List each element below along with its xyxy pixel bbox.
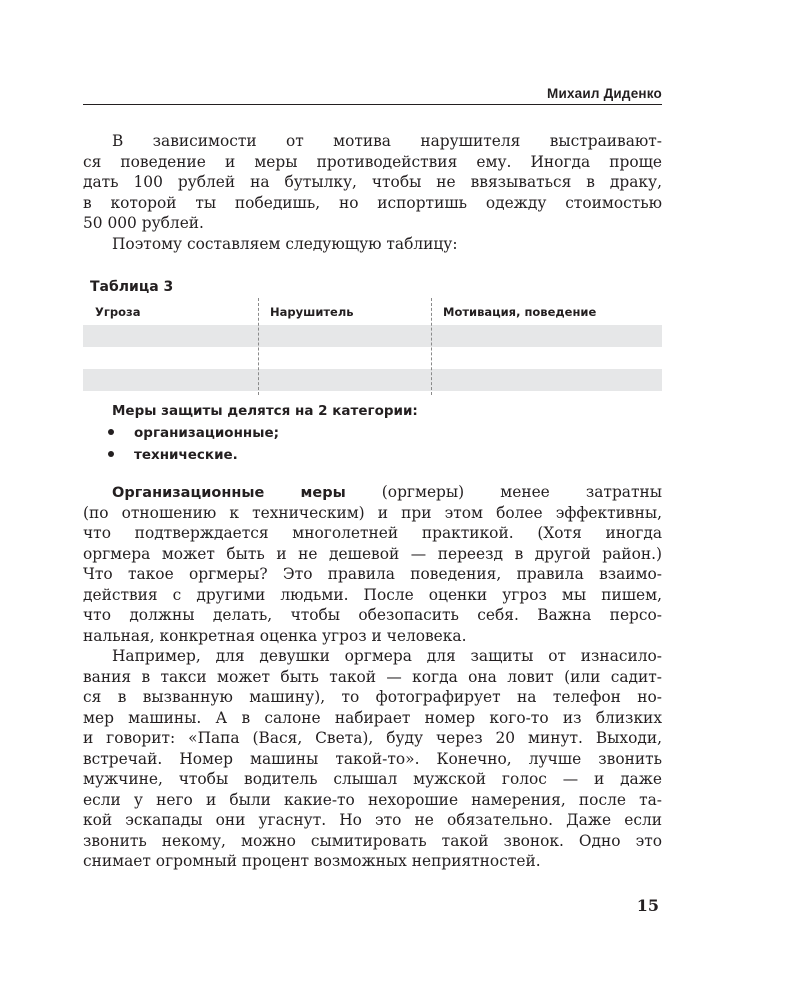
- text-fragment: (оргмеры) менее затратны: [381, 483, 662, 501]
- text-line: Что такое оргмеры? Это правила поведения, правила взаимо-: [83, 565, 662, 583]
- measures-list: [108, 422, 279, 466]
- table-column-divider: [431, 298, 432, 395]
- text-line: ся поведение и меры противодействия ему. Иногда проще: [83, 152, 662, 171]
- table-row: [83, 347, 662, 369]
- table-row: [83, 325, 662, 347]
- table-header-motivation: Мотивация, поведение: [443, 304, 597, 319]
- header-rule: [83, 104, 662, 105]
- table-cell: [431, 347, 662, 369]
- table-cell: [83, 325, 258, 347]
- table-header-intruder: Нарушитель: [270, 304, 354, 319]
- text-line: снимает огромный процент возможных неприятностей.: [83, 852, 541, 870]
- text-line: кой эскапады они угаснут. Но это не обязательно. Даже если: [83, 811, 662, 829]
- text-line: и говорит: «Папа (Вася, Света), буду через 20 минут. Выходи,: [83, 729, 662, 747]
- table-header-row: [83, 298, 662, 325]
- text-line: вания в такси может быть такой — когда она ловит (или садит-: [83, 667, 662, 686]
- text-line: В зависимости от мотива нарушителя выстраивают-: [112, 132, 662, 150]
- table-cell: [258, 369, 431, 391]
- text-line: нальная, конкретная оценка угроз и человека.: [83, 626, 467, 645]
- text-line: в которой ты победишь, но испортишь одежду стоимостью: [83, 193, 662, 212]
- table-row: [83, 369, 662, 391]
- text-line: Поэтому составляем следующую таблицу:: [112, 234, 458, 253]
- bullet-icon: [108, 451, 114, 457]
- text-line: (по отношению к техническим) и при этом более эффективны,: [83, 503, 662, 522]
- text-line: звонить некому, можно сымитировать такой звонок. Одно это: [83, 831, 662, 850]
- threat-table: [83, 298, 662, 391]
- table-cell: [431, 369, 662, 391]
- text-line: 50 000 рублей.: [83, 214, 204, 232]
- table-title: Таблица 3: [90, 279, 174, 295]
- list-item: [108, 422, 279, 444]
- measures-heading: Меры защиты делятся на 2 категории:: [112, 403, 418, 419]
- org-measures-paragraph: [83, 482, 662, 646]
- bullet-icon: [108, 429, 114, 435]
- table-cell: [258, 325, 431, 347]
- bold-term: Организационные меры: [112, 485, 346, 501]
- text-line: оргмера может быть и не дешевой — переезд в другой район.): [83, 544, 662, 563]
- text-line: ся в вызванную машину), то фотографирует на телефон но-: [83, 688, 662, 706]
- table-column-divider: [258, 298, 259, 395]
- table-header-threat: Угроза: [95, 304, 141, 319]
- table-cell: [83, 369, 258, 391]
- table-cell: [83, 347, 258, 369]
- running-header-author: Михаил Диденко: [547, 86, 662, 101]
- table-cell: [258, 347, 431, 369]
- intro-paragraph: [83, 131, 662, 254]
- text-line: действия с другими людьми. После оценки угроз мы пишем,: [83, 585, 662, 604]
- text-line: мер машины. А в салоне набирает номер кого-то из близких: [83, 708, 662, 727]
- list-item-label: технические.: [134, 447, 238, 463]
- text-line: что подтверждается многолетней практикой. (Хотя иногда: [83, 524, 662, 542]
- list-item-label: организационные;: [134, 425, 279, 441]
- table-cell: [431, 325, 662, 347]
- text-line: если у него и были какие-то нехорошие намерения, после та-: [83, 790, 662, 809]
- text-line: [83, 482, 662, 503]
- text-line: мужчине, чтобы водитель слышал мужской голос — и даже: [83, 770, 662, 788]
- page-number: 15: [636, 896, 659, 915]
- list-item: [108, 444, 279, 466]
- text-line: дать 100 рублей на бутылку, чтобы не ввязываться в драку,: [83, 173, 662, 191]
- text-line: что должны делать, чтобы обезопасить себя. Важна персо-: [83, 606, 662, 624]
- example-paragraph: [83, 646, 662, 872]
- text-line: встречай. Номер машины такой-то». Конечно, лучше звонить: [83, 749, 662, 768]
- text-line: Например, для девушки оргмера для защиты от изнасило-: [112, 647, 662, 665]
